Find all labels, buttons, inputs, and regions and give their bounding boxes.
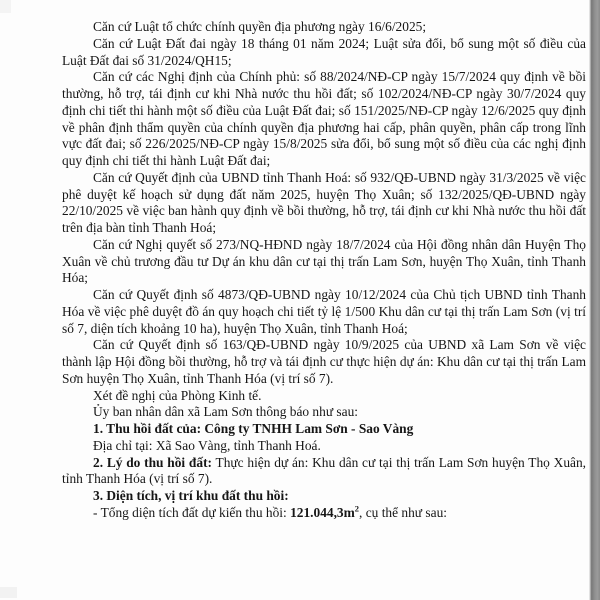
section-1-address-line: Địa chỉ tại: Xã Sao Vàng, tỉnh Thanh Hoá. (93, 437, 321, 453)
total-area-prefix: - Tổng diện tích đất dự kiến thu hồi: (93, 504, 291, 520)
document-body (62, 19, 586, 522)
paragraph-decision-4873: Căn cứ Quyết định số 4873/QĐ-UBND ngày 10/12/2024 của Chủ tịch UBND tỉnh Thanh Hóa về việc phê duyệt đồ án quy hoạch chi tiết tỷ lệ 1/500 Khu dân cư tại thị trấn Lam Sơn (vị trí số 7, diện tích khoảng 10 ha), huyện Thọ Xuân, tỉnh Thanh Hoá; (62, 287, 586, 336)
section-1-heading-land-owner: 1. Thu hồi đất của: Công ty TNHH Lam Sơn - Sao Vàng (93, 421, 414, 436)
section-3-total-area-line (62, 505, 586, 522)
paragraph-provincial-decisions: Căn cứ Quyết định của UBND tỉnh Thanh Hoá: số 932/QĐ-UBND ngày 31/3/2025 về việc phê duyệt kế hoạch sử dụng đất năm 2025, huyện Thọ Xuân; số 132/2025/QĐ-UBND ngày 22/10/2025 về việc ban hành quy định về bồi thường, hỗ trợ, tái định cư khi Nhà nước thu hồi đất trên địa bàn tỉnh Thanh Hoá; (62, 169, 586, 235)
section-2-label: 2. Lý do thu hồi đất: (93, 454, 212, 470)
paragraph-law-land: Căn cứ Luật Đất đai ngày 18 tháng 01 năm 2024; Luật sửa đổi, bổ sung một số điều của Luật Đất đai số 31/2024/QH15; (62, 35, 586, 68)
paragraph-department-proposal: Xét đề nghị của Phòng Kinh tế. (93, 387, 262, 403)
scan-edge-shadow (589, 0, 600, 600)
section-2-reason-line (62, 455, 586, 489)
total-area-value: 121.044,3m (290, 504, 355, 520)
paragraph-resolution-273: Căn cứ Nghị quyết số 273/NQ-HĐND ngày 18/7/2024 của Hội đồng nhân dân Huyện Thọ Xuân về chủ trương đầu tư Dự án khu dân cư tại thị trấn Lam Sơn, huyện Thọ Xuân, tỉnh Thanh Hóa; (62, 236, 586, 286)
scan-artifact-bottom-left (0, 587, 17, 598)
paragraph-announcement-intro: Ủy ban nhân dân xã Lam Sơn thông báo như sau: (93, 404, 358, 420)
paragraph-law-local-government: Căn cứ Luật tổ chức chính quyền địa phương ngày 16/6/2025; (93, 19, 427, 34)
total-area-suffix: , cụ thể như sau: (359, 504, 447, 520)
section-2-text: Thực hiện dự án: Khu dân cư tại thị trấn Lam Sơn huyện Thọ Xuân, tỉnh Thanh Hóa (vị trí số 7). (62, 454, 586, 487)
paragraph-decision-163: Căn cứ Quyết định số 163/QĐ-UBND ngày 10/9/2025 của UBND xã Lam Sơn về việc thành lập Hội đồng bồi thường, hỗ trợ và tái định cư thực hiện dự án: Khu dân cư tại thị trấn Lam Sơn huyện Thọ Xuân, tỉnh Thanh Hóa (vị trí số 7). (62, 337, 586, 386)
paragraph-government-decrees: Căn cứ các Nghị định của Chính phủ: số 88/2024/NĐ-CP ngày 15/7/2024 quy định về bồi thường, hỗ trợ, tái định cư khi Nhà nước thu hồi đất; số 102/2024/NĐ-CP ngày 30/7/2024 quy định chi tiết thi hành một số điều của Luật Đất đai; số 151/2025/NĐ-CP ngày 12/6/2025 quy định về phân định thẩm quyền của chính quyền địa phương hai cấp, phân quyền, phân cấp trong lĩnh vực đất đai; số 226/2025/NĐ-CP ngày 15/8/2025 sửa đổi, bổ sung một số điều của các nghị định quy định chi tiết thi hành Luật Đất đai; (62, 69, 586, 168)
total-area-superscript: 2 (354, 503, 360, 514)
section-3-heading-area: 3. Diện tích, vị trí khu đất thu hồi: (93, 488, 289, 503)
scan-artifact-top-left (0, 0, 11, 13)
